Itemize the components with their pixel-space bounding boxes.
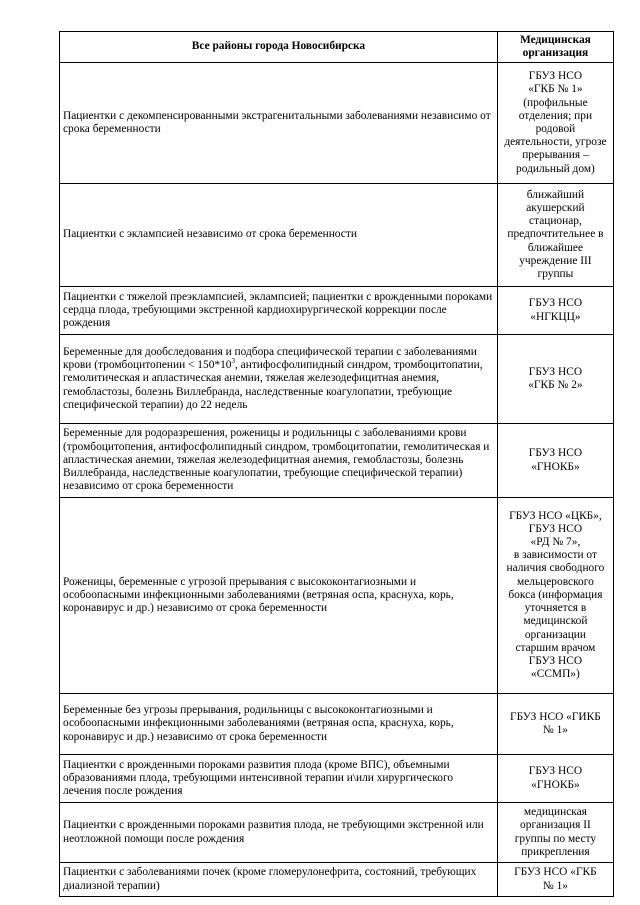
table-header-row	[60, 32, 614, 63]
condition-cell: Пациентки с врожденными пороками развития плода, не требующими экстренной или неотложной помощи после рождения	[60, 803, 498, 863]
org-line: организация II	[520, 819, 591, 832]
organization-cell	[497, 498, 613, 694]
table-row	[60, 863, 614, 897]
org-line: ГБУЗ НСО «ГИКБ	[510, 710, 601, 723]
condition-cell: Роженицы, беременные с угрозой прерывания с высококонтагиозными и особоопасными инфекционными заболеваниями (ветряная оспа, краснуха, корь, коронавирус и др.) независимо от срока беременности	[60, 498, 498, 694]
org-line: группы по месту	[514, 832, 597, 845]
organization-cell	[497, 335, 613, 424]
org-line: медицинской	[523, 615, 588, 628]
org-line: мельцеровского	[517, 575, 594, 588]
org-line: стационар,	[529, 215, 582, 228]
org-line: «ГКБ № 1»	[528, 83, 583, 96]
table-row	[60, 498, 614, 694]
org-line: акушерский	[526, 201, 585, 214]
condition-text-end: , антифосфолипидный синдром, тромбоцитопатии, гемолитическая и апластическая анемии, тяжелая железодефицитная анемия, гемобластозы, болезнь Виллебранда, наследственные коагулопатии, требующие специфической терапии) до 22 недель	[63, 359, 483, 411]
org-line: родовой	[535, 123, 576, 135]
org-line: ГБУЗ НСО	[528, 70, 583, 83]
org-line: предпочтительнее в	[507, 228, 604, 241]
condition-cell: Пациентки с врожденными пороками развития плода (кроме ВПС), объемными образованиями плода, требующими интенсивной терапии и\или хирургического лечения после рождения	[60, 755, 498, 803]
org-line: уточняется в	[524, 602, 587, 615]
superscript-exponent: 3	[231, 357, 235, 366]
org-line: отделения; при	[518, 109, 593, 122]
table-row	[60, 184, 614, 287]
org-line: наличия свободного	[506, 562, 605, 575]
org-line: ГБУЗ НСО	[528, 447, 583, 460]
table-row	[60, 694, 614, 755]
condition-cell: Беременные для родоразрешения, роженицы и родильницы с заболеваниями крови (тромбоцитопения, антифосфолипидный синдром, тромбоцитопатии, гемолитическая и апластическая анемии, тяжелая железодефицитная анемия, гемобластозы, болезнь Виллебранда, наследственные коагулопатии, требующие специфической терапии) независимо от срока беременности	[60, 424, 498, 498]
org-line: «ССМП»)	[531, 668, 580, 681]
table-row	[60, 755, 614, 803]
routing-table-page	[59, 31, 614, 897]
organization-cell	[497, 694, 613, 755]
organization-cell	[497, 287, 613, 335]
org-line: ГБУЗ НСО «ГКБ	[514, 866, 597, 879]
org-line: старшим врачом	[515, 641, 596, 654]
org-line: ГБУЗ НСО	[528, 522, 583, 535]
table-row	[60, 803, 614, 863]
org-line: «РД № 7»,	[530, 536, 581, 549]
organization-cell	[497, 863, 613, 897]
condition-cell	[60, 335, 498, 424]
org-line: бокса (информация	[508, 588, 603, 601]
org-line: ГБУЗ НСО	[528, 297, 583, 310]
org-line: деятельности, угрозе	[504, 136, 607, 149]
condition-cell: Пациентки с заболеваниями почек (кроме гломерулонефрита, состояний, требующих диализной терапии)	[60, 863, 498, 897]
org-line: родильный дом)	[516, 162, 595, 175]
table-row	[60, 335, 614, 424]
org-line: медицинская	[523, 806, 587, 819]
organization-cell	[497, 755, 613, 803]
organization-cell	[497, 803, 613, 863]
condition-cell: Пациентки с декомпенсированными экстрагенитальными заболеваниями независимо от срока беременности	[60, 63, 498, 184]
condition-cell: Пациентки с эклампсией независимо от срока беременности	[60, 184, 498, 287]
condition-text-start: Беременные для дообследования и подбора специфической терапии с заболеваниями крови (тромбоцитопении < 150*10	[63, 345, 477, 372]
organization-cell	[497, 184, 613, 287]
org-line: группы	[537, 268, 574, 280]
org-line: «НГКЦЦ»	[530, 310, 581, 323]
org-line: № 1»	[542, 879, 568, 892]
org-line: учреждение III	[519, 254, 592, 267]
org-line: организации	[524, 628, 586, 641]
org-line: ближайшее	[527, 241, 584, 254]
org-line: ближайший	[526, 188, 585, 201]
header-districts: Все районы города Новосибирска	[60, 32, 498, 63]
org-line: № 1»	[542, 724, 568, 736]
org-line: ГБУЗ НСО	[528, 765, 583, 778]
table-row	[60, 63, 614, 184]
org-line: «ГНОКБ»	[531, 460, 580, 473]
organization-cell	[497, 63, 613, 184]
org-line: прерывания –	[522, 149, 589, 162]
org-line: (профильные	[523, 96, 588, 109]
org-line: в зависимости от	[513, 549, 597, 562]
org-line: ГБУЗ НСО	[528, 654, 583, 667]
org-line: ГБУЗ НСО	[528, 365, 583, 378]
header-organization: Медицинская организация	[497, 32, 613, 63]
org-line: «ГНОКБ»	[531, 778, 580, 791]
organization-cell	[497, 424, 613, 498]
org-line: «ГКБ № 2»	[528, 379, 583, 391]
routing-table	[59, 31, 614, 897]
org-line: ГБУЗ НСО «ЦКБ»,	[509, 509, 602, 522]
table-row	[60, 287, 614, 335]
condition-cell: Беременные без угрозы прерывания, родильницы с высококонтагиозными и особоопасными инфекционными заболеваниями (ветряная оспа, краснуха, корь, коронавирус и др.) независимо от срока беременности	[60, 694, 498, 755]
condition-cell: Пациентки с тяжелой преэклампсией, эклампсией; пациентки с врожденными пороками сердца плода, требующими экстренной кардиохирургической коррекции после рождения	[60, 287, 498, 335]
table-row	[60, 424, 614, 498]
org-line: прикрепления	[521, 845, 590, 858]
